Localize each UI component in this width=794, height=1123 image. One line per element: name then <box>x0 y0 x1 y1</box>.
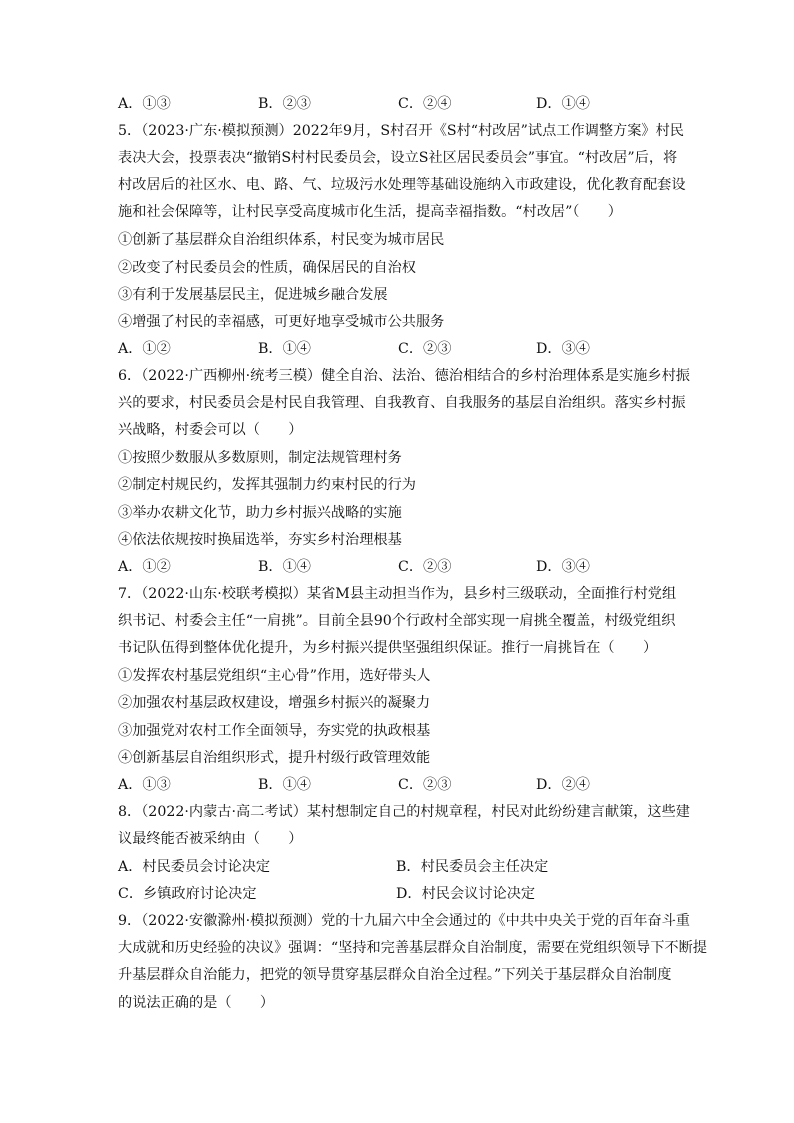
q5-item-1: ①创新了基层群众自治组织体系，村民变为城市居民 <box>118 232 445 248</box>
q4-option-b: B．②③ <box>258 96 311 112</box>
q7-item-4: ④创新基层自治组织形式，提升村级行政管理效能 <box>118 750 431 766</box>
q5-item-4: ④增强了村民的幸福感，可更好地享受城市公共服务 <box>118 314 445 330</box>
q7-stem-line-3: 书记队伍得到整体优化提升，为乡村振兴提供坚强组织保证。推行一肩挑旨在（ ） <box>118 640 658 656</box>
q7-item-1: ①发挥农村基层党组织“主心骨”作用，选好带头人 <box>118 668 431 684</box>
q8-stem-line-2: 议最终能否被采纳由（ ） <box>118 831 303 847</box>
q6-stem-line-3: 兴战略，村委会可以（ ） <box>118 422 303 438</box>
q6-stem-line-1: 6．（2022·广西柳州·统考三模）健全自治、法治、德治相结合的乡村治理体系是实施乡村振 <box>118 368 690 384</box>
q5-option-a: A．①② <box>118 341 171 357</box>
q6-option-d: D．③④ <box>536 559 590 575</box>
q5-item-3: ③有利于发展基层民主，促进城乡融合发展 <box>118 287 388 303</box>
q8-option-c: C．乡镇政府讨论决定 <box>118 886 257 902</box>
q7-item-3: ③加强党对农村工作全面领导，夯实党的执政根基 <box>118 723 431 739</box>
q5-stem-line-1: 5．（2023·广东·模拟预测）2022年9月，S村召开《S村“村改居”试点工作调整方案》村民 <box>118 123 684 139</box>
q8-option-a: A．村民委员会讨论决定 <box>118 859 271 875</box>
q5-option-c: C．②③ <box>398 341 452 357</box>
q5-option-d: D．③④ <box>536 341 590 357</box>
q4-option-c: C．②④ <box>398 96 452 112</box>
q4-option-d: D．①④ <box>536 96 590 112</box>
q7-options <box>118 775 678 795</box>
q6-option-c: C．②③ <box>398 559 452 575</box>
q9-stem-line-1: 9．（2022·安徽滁州·模拟预测）党的十九届六中全会通过的《中共中央关于党的百年奋斗重 <box>118 913 690 929</box>
q5-item-2: ②改变了村民委员会的性质，确保居民的自治权 <box>118 260 416 276</box>
q6-options <box>118 557 678 577</box>
q9-stem-line-2: 大成就和历史经验的决议》强调：“坚持和完善基层群众自治制度，需要在党组织领导下不断提 <box>118 940 707 956</box>
q6-item-3: ③举办农耕文化节，助力乡村振兴战略的实施 <box>118 505 402 521</box>
q6-option-a: A．①② <box>118 559 171 575</box>
q5-stem-line-4: 施和社会保障等，让村民享受高度城市化生活，提高幸福指数。“村改居”（ ） <box>118 204 622 220</box>
q7-item-2: ②加强农村基层政权建设，增强乡村振兴的凝聚力 <box>118 695 431 711</box>
q8-options-row-2 <box>118 884 678 904</box>
q7-stem-line-1: 7．（2022·山东·校联考模拟）某省M县主动担当作为，县乡村三级联动，全面推行村党组 <box>118 586 677 602</box>
q7-stem-line-2: 织书记、村委会主任“一肩挑”。目前全县90个行政村全部实现一肩挑全覆盖，村级党组织 <box>118 613 676 629</box>
q6-stem-line-2: 兴的要求，村民委员会是村民自我管理、自我教育、自我服务的基层自治组织。落实乡村振 <box>118 395 686 411</box>
q5-options <box>118 339 678 359</box>
q4-option-a: A．①③ <box>118 96 171 112</box>
q6-item-1: ①按照少数服从多数原则，制定法规管理村务 <box>118 450 402 466</box>
q8-option-b: B．村民委员会主任决定 <box>396 859 549 875</box>
q9-stem-line-3: 升基层群众自治能力，把党的领导贯穿基层群众自治全过程。”下列关于基层群众自治制度 <box>118 967 672 983</box>
q7-option-d: D．②④ <box>536 777 590 793</box>
q7-option-c: C．②③ <box>398 777 452 793</box>
q5-stem-line-3: 村改居后的社区水、电、路、气、垃圾污水处理等基础设施纳入市政建设，优化教育配套设 <box>118 177 686 193</box>
q8-option-d: D．村民会议讨论决定 <box>396 886 536 902</box>
q5-stem-line-2: 表决大会，投票表决“撤销S村村民委员会，设立S社区居民委员会”事宜。“村改居”后，将 <box>118 150 678 166</box>
q8-options-row-1 <box>118 857 678 877</box>
q6-item-2: ②制定村规民约，发挥其强制力约束村民的行为 <box>118 477 416 493</box>
q6-item-4: ④依法依规按时换届选举，夯实乡村治理根基 <box>118 532 402 548</box>
q4-options <box>118 94 678 114</box>
q5-option-b: B．①④ <box>258 341 311 357</box>
q8-stem-line-1: 8．（2022·内蒙古·高二考试）某村想制定自己的村规章程，村民对此纷纷建言献策，这些建 <box>118 804 690 820</box>
q6-option-b: B．①④ <box>258 559 311 575</box>
q7-option-b: B．①④ <box>258 777 311 793</box>
q9-stem-line-4: 的说法正确的是（ ） <box>118 995 275 1011</box>
q7-option-a: A．①③ <box>118 777 171 793</box>
